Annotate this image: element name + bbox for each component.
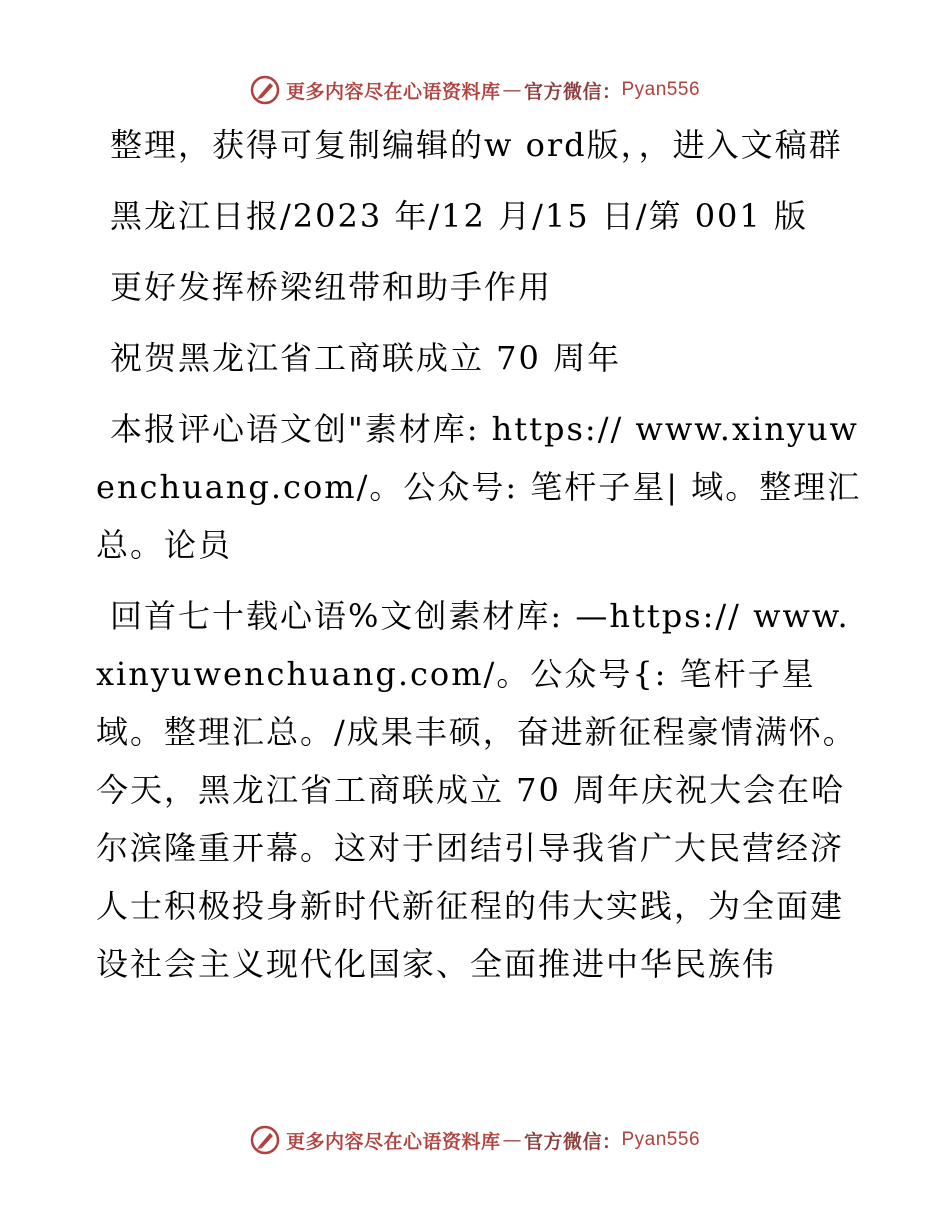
paragraph-source: 黑龙江日报/2023 年/12 月/15 日/第 001 版 <box>110 197 808 235</box>
banner-dash: — <box>502 1129 522 1151</box>
banner-main-text: 更多内容尽在心语资料库 <box>285 80 501 103</box>
paragraph-headline: 更好发挥桥梁纽带和助手作用 <box>110 268 553 306</box>
banner-dash: — <box>502 79 522 101</box>
paragraph-subheadline: 祝贺黑龙江省工商联成立 70 周年 <box>110 339 622 377</box>
paragraph-intro: 整理，获得可复制编辑的w ord版，，进入文稿群 <box>110 126 843 164</box>
header-banner <box>0 68 950 112</box>
banner-wechat-id: Pyan556 <box>621 79 701 100</box>
banner-official-label: 官方微信： <box>523 1130 622 1153</box>
footer-banner <box>0 1118 950 1162</box>
banner-main-text: 更多内容尽在心语资料库 <box>285 1130 501 1153</box>
paragraph-body: 回首七十载心语%文创素材库: —https:// www.xinyuwenchuang.com/。公众号{: 笔杆子星域。整理汇总。/成果丰硕，奋进新征程豪情满怀。今天，黑龙江省工商联成立 70 周年庆祝大会在哈尔滨隆重开幕。这对于团结引导我省广大民营经济人士积极投身新时代新征程的伟大实践，为全面建设社会主义现代化国家、全面推进中华民族伟 <box>96 597 857 983</box>
paragraph-byline: 本报评心语文创"素材库: https:// www.xinyuwenchuang.com/。公众号: 笔杆子星| 域。整理汇总。论员 <box>96 410 862 564</box>
document-body <box>96 116 866 1006</box>
banner-wechat-id: Pyan556 <box>621 1129 701 1150</box>
banner-official-label: 官方微信： <box>523 80 622 103</box>
pen-logo-icon <box>250 1125 280 1155</box>
pen-logo-icon <box>250 75 280 105</box>
